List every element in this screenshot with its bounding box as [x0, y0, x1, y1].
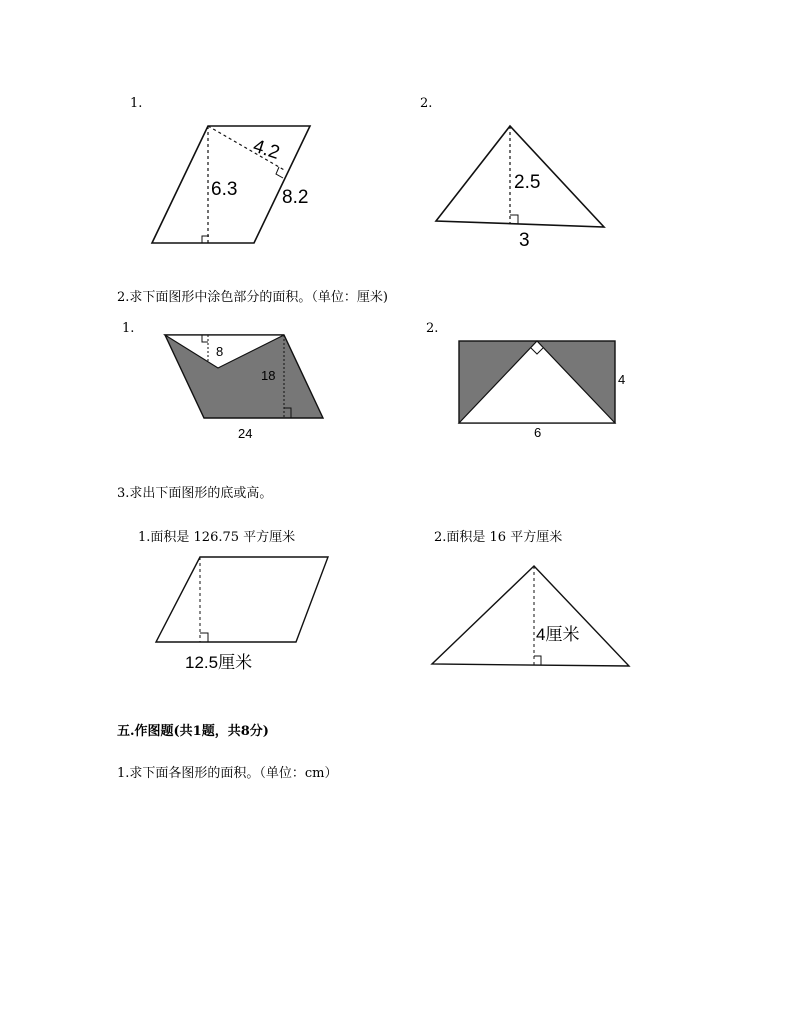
triangle-figure: [430, 118, 610, 250]
right-angle-mark: [534, 656, 541, 665]
label-6: 6: [534, 425, 542, 440]
q3-figure-1-caption: 1.面积是 126.75 平方厘米: [138, 530, 296, 545]
question-2-title: 2.求下面图形中涂色部分的面积。（单位：厘米): [117, 290, 388, 305]
section-5-question-1: 1.求下面各图形的面积。（单位：cm）: [117, 766, 338, 781]
label-4-2: 4.2: [250, 135, 283, 164]
section-5-heading: 五.作图题(共1题，共8分): [117, 724, 269, 739]
q2-figure-1-number: 1.: [122, 321, 135, 336]
label-18: 18: [261, 368, 276, 383]
label-2-5: 2.5: [514, 172, 541, 193]
base-label: 12.5厘米: [185, 653, 253, 672]
q3-figure-2-caption: 2.面积是 16 平方厘米: [434, 530, 563, 545]
height-label: 4厘米: [536, 625, 580, 644]
triangle-height-figure: [428, 560, 638, 675]
figure-1-number: 1.: [130, 96, 143, 111]
label-24: 24: [238, 426, 253, 441]
parallelogram-figure: [140, 115, 330, 255]
right-angle-mark: [200, 633, 208, 642]
parallelogram-outline: [156, 557, 328, 642]
label-3: 3: [519, 230, 530, 250]
parallelogram-base-figure: [150, 552, 335, 677]
right-angle-mark: [510, 215, 518, 224]
shaded-parallelogram-figure: [160, 332, 330, 444]
question-3-title: 3.求出下面图形的底或高。: [117, 486, 273, 501]
label-6-3: 6.3: [211, 179, 238, 200]
figure-2-number: 2.: [420, 96, 433, 111]
label-8-2: 8.2: [282, 187, 309, 208]
q2-figure-2-number: 2.: [426, 321, 439, 336]
triangle-outline: [432, 566, 629, 666]
shaded-rectangle-figure: [455, 336, 635, 442]
label-4: 4: [618, 372, 626, 387]
label-8: 8: [216, 344, 224, 359]
